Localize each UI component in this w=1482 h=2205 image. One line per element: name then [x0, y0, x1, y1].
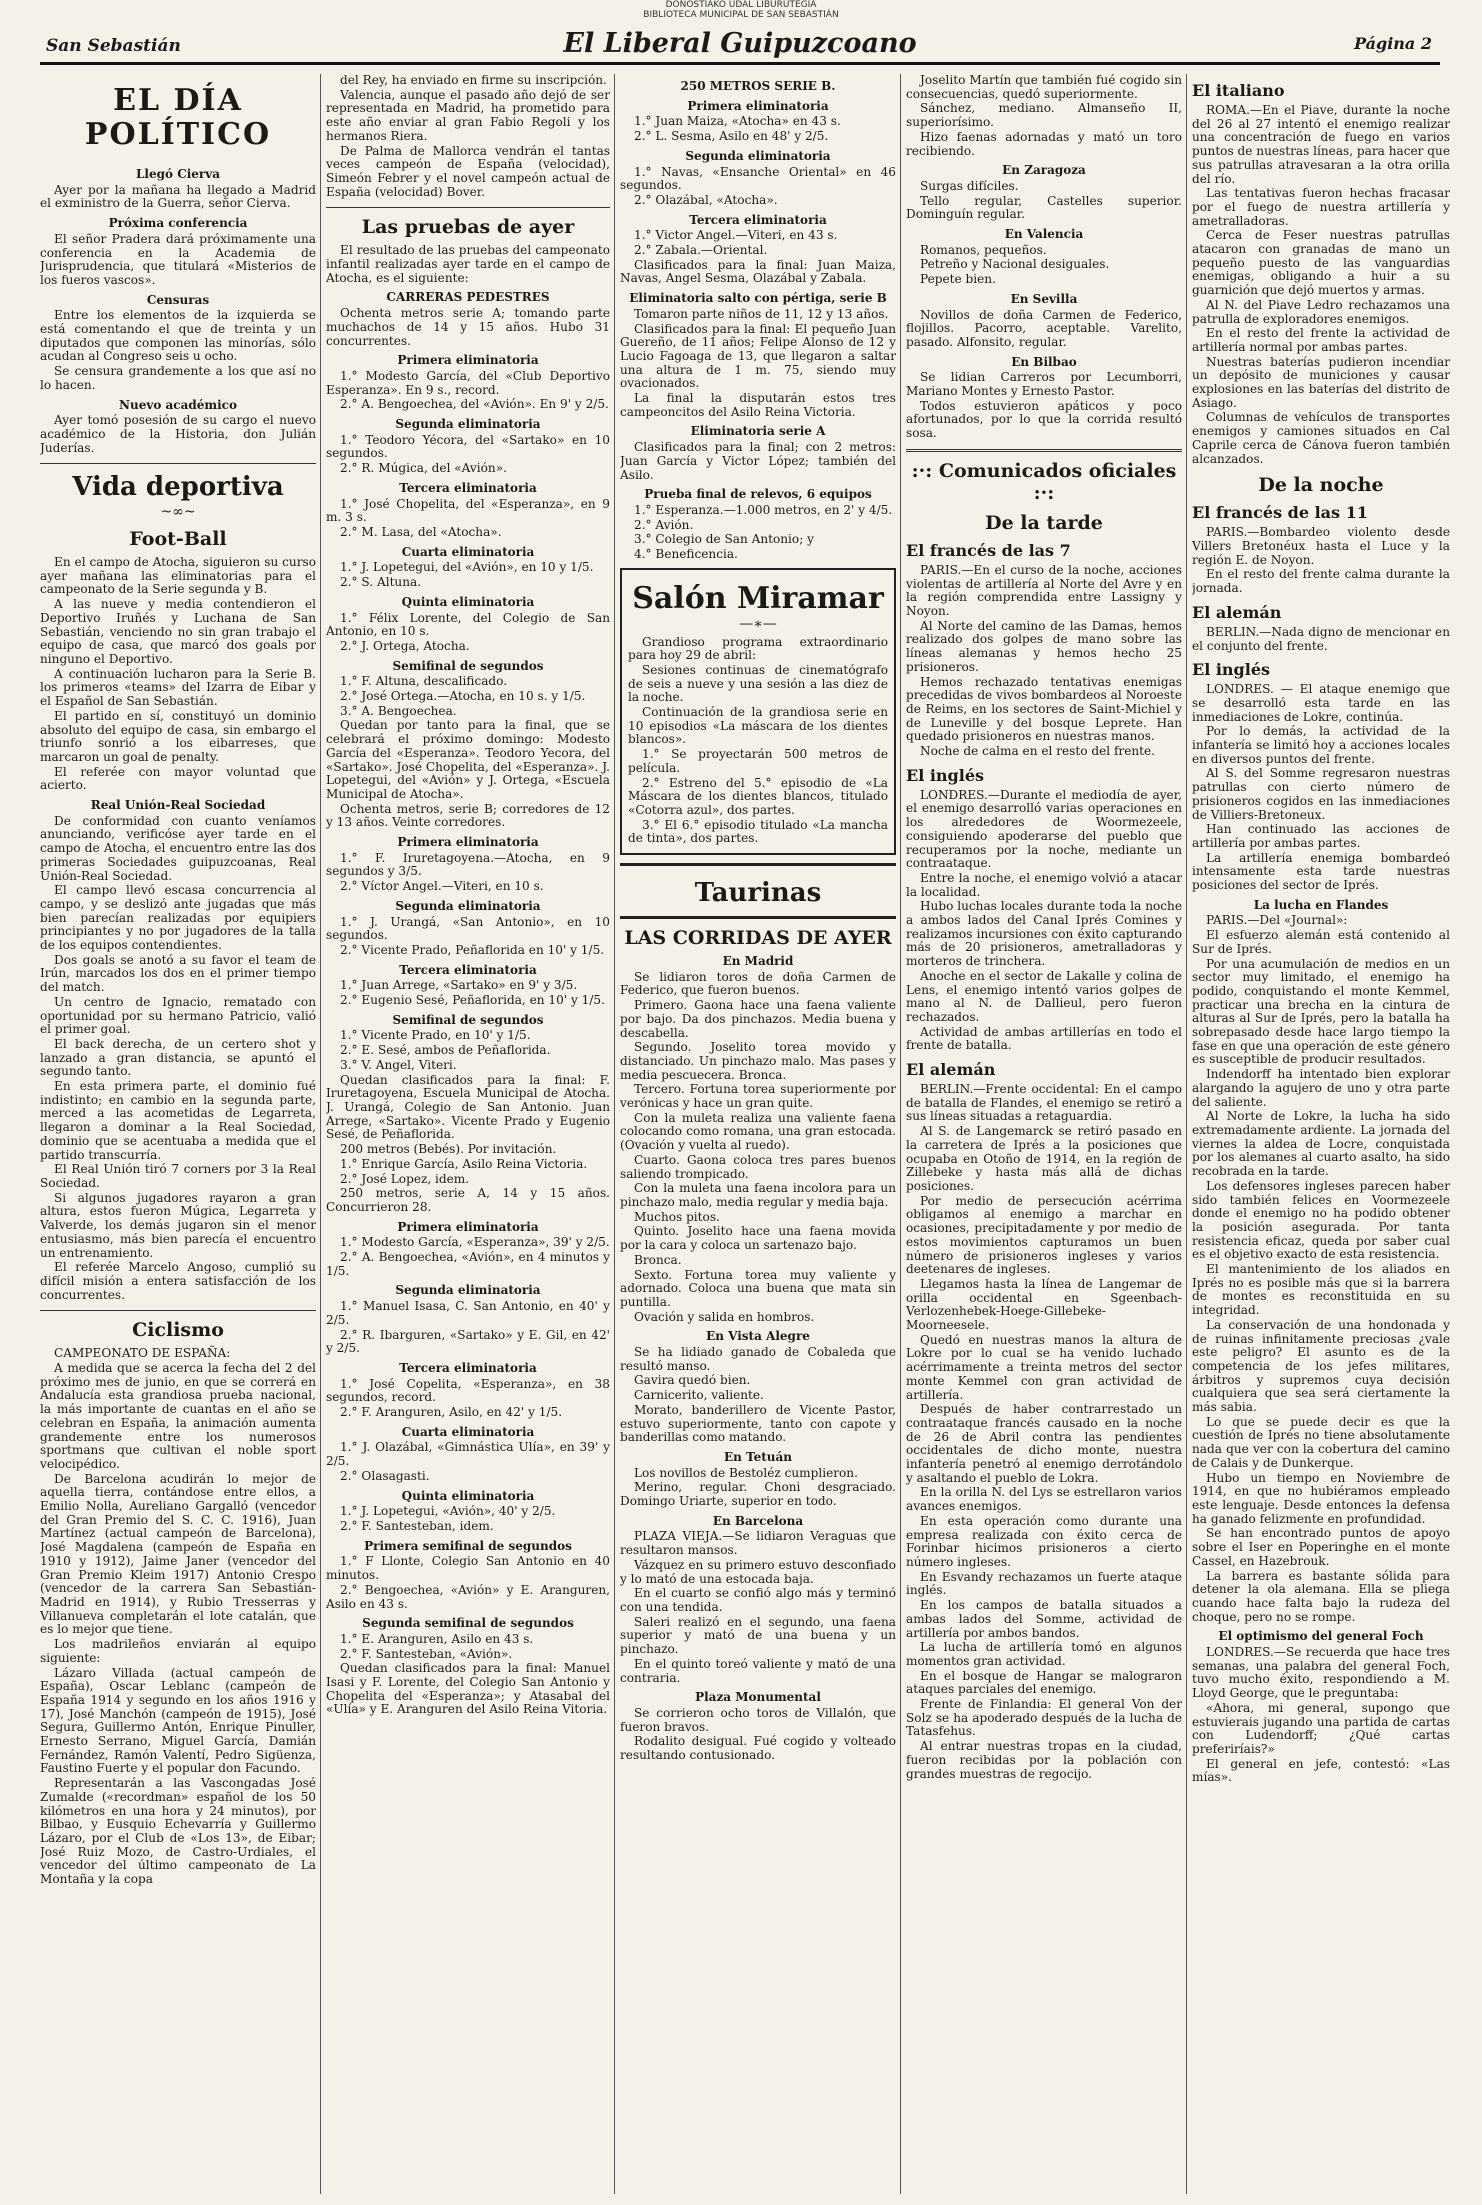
- column-3: [620, 74, 896, 2194]
- paragraph: Ochenta metros, serie B; corredores de 12 y 13 años. Veinte corredores.: [326, 801, 610, 830]
- subheading: La lucha en Flandes: [1253, 897, 1389, 912]
- paragraph: La artillería enemiga bombardeó intensamente esta tarde nuestras posiciones del sector de Iprés.: [1192, 850, 1450, 893]
- paragraph: Indendorff ha intentado bien explorar alargando la agujero de uno y otra parte del saliente.: [1192, 1067, 1450, 1109]
- paragraph: 2.° Zabala.—Oriental.: [634, 243, 768, 258]
- paragraph: Surgas difíciles.: [920, 178, 1019, 193]
- paragraph: 2.° Bengoechea, «Avión» y E. Aranguren, Asilo en 43 s.: [326, 1582, 610, 1611]
- subheading: Semifinal de segundos: [392, 1012, 544, 1027]
- paragraph: Grandioso programa extraordinario para hoy 29 de abril:: [628, 634, 888, 663]
- column-rule: [320, 74, 321, 2194]
- paragraph: El esfuerzo alemán está contenido al Sur de Iprés.: [1192, 928, 1450, 956]
- paragraph: El Real Unión tiró 7 corners por 3 la Real Sociedad.: [40, 1162, 316, 1190]
- dispatch-heading: El italiano: [1192, 81, 1285, 100]
- advertisement-box: [620, 568, 896, 855]
- subheading: En Zaragoza: [1002, 163, 1086, 178]
- paragraph: Saleri realizó en el segundo, una faena superior y mató de una buena y un pinchazo.: [620, 1614, 896, 1657]
- paragraph: Al Norte de Lokre, la lucha ha sido extremadamente ardiente. La jornada del viernes la aldea de Locre, conquistada por los alemanes al cuarto asalto, ha sido recobrada en la tarde.: [1192, 1109, 1450, 1179]
- paragraph: 2.° A. Bengoechea, del «Avión». En 9' y 2/5.: [340, 397, 609, 412]
- paragraph: LONDRES.—Durante el mediodía de ayer, el enemigo desarrolló varias operaciones en los alrededores de Woormezeele, consiguiendo apoderarse del pueblo que recuperamos por la noche, mediante un contraataque.: [906, 787, 1182, 871]
- subheading: El optimismo del general Foch: [1218, 1629, 1424, 1644]
- paragraph: Segundo. Joselito torea movido y distanciado. Un pinchazo malo. Mas pases y media pescuecera. Bronca.: [620, 1040, 896, 1082]
- paragraph: El referée Marcelo Angoso, cumplió su difícil misión a entera satisfacción de los concurrentes.: [40, 1260, 316, 1302]
- paragraph: LONDRES. — El ataque enemigo que se desarrolló esta tarde en las inmediaciones de Lokre, continúa.: [1192, 682, 1450, 724]
- paragraph: Anoche en el sector de Lakalle y colina de Lens, el enemigo intentó varios golpes de mano al N. de Dallieul, pero fueron rechazados.: [906, 968, 1182, 1024]
- paragraph: 1.° F. Iruretagoyena.—Atocha, en 9 segundos y 3/5.: [326, 850, 610, 879]
- paragraph: Rodalito desigual. Fué cogido y volteado resultando contusionado.: [620, 1734, 896, 1763]
- paragraph: Clasificados para la final: Juan Maiza, Navas, Angel Sesma, Olazábal y Zabala.: [620, 257, 896, 286]
- paragraph: Dos goals se anotó a su favor el team de Irún, marcados los dos en el primer tiempo del match.: [40, 952, 316, 995]
- paragraph: Por lo demás, la actividad de la infantería se limitó hoy a acciones locales en diversos puntos del frente.: [1192, 724, 1450, 766]
- subheading: Quinta eliminatoria: [401, 1488, 535, 1503]
- paragraph: 1.° Vicente Prado, en 10' y 1/5.: [340, 1028, 531, 1043]
- paragraph: Los defensores ingleses parecen haber sido también felices en Voormezeele donde el enemigo no ha podido obtener la posición asegurada. Por tanta resistencia eficaz, queda por saber cual es el objetivo exacto de esta resistencia.: [1192, 1178, 1450, 1262]
- subheading: En Sevilla: [1010, 291, 1078, 306]
- paragraph: Entre los elementos de la izquierda se está comentando el que de treinta y un diputados que componen las minorías, sólo acudan al Congreso seis u ocho.: [40, 308, 316, 364]
- paragraph: Todos estuvieron apáticos y poco afortunados, por lo que la corrida resultó sosa.: [906, 398, 1182, 441]
- paragraph: Morato, banderillero de Vicente Pastor, estuvo superiormente, tanto con capote y banderillas como matando.: [620, 1402, 896, 1445]
- paragraph: PARIS.—Del «Journal»:: [1206, 913, 1348, 928]
- paragraph: 1.° Manuel Isasa, C. San Antonio, en 40' y 2/5.: [326, 1299, 610, 1327]
- paragraph: del Rey, ha enviado en firme su inscripción.: [340, 74, 607, 87]
- subheading: Segunda eliminatoria: [395, 417, 541, 432]
- paragraph: De Palma de Mallorca vendrán el tantas veces campeón de España (velocidad), Simeón Febrer y el novel campeón actual de España (velocidad) Bover.: [326, 143, 610, 199]
- paragraph: CAMPEONATO DE ESPAÑA:: [54, 1346, 231, 1361]
- masthead-title: El Liberal Guipuzcoano: [563, 28, 917, 59]
- section-title: Salón Miramar: [632, 580, 884, 616]
- paragraph: Al S. del Somme regresaron nuestras patrullas con cierto número de prisioneros cogidos en las inmediaciones de Villiers-Bretoneux.: [1192, 766, 1450, 822]
- paragraph: 1.° Teodoro Yécora, del «Sartako» en 10 segundos.: [326, 432, 610, 461]
- paragraph: Pepete bien.: [920, 272, 996, 287]
- paragraph: Se ha lidiado ganado de Cobaleda que resultó manso.: [620, 1345, 896, 1373]
- subheading: Primera semifinal de segundos: [364, 1538, 572, 1553]
- paragraph: 2.° Olazábal, «Atocha».: [634, 192, 778, 207]
- paragraph: 2.° Avión.: [634, 517, 694, 532]
- subheading: 250 METROS SERIE B.: [680, 79, 836, 93]
- paragraph: Al Norte del camino de las Damas, hemos realizado dos golpes de mano sobre las líneas alemanas y hemos hecho 25 prisioneros.: [906, 618, 1182, 674]
- paragraph: 1.° Navas, «Ensanche Oriental» en 46 segundos.: [620, 164, 896, 193]
- paragraph: Ochenta metros serie A; tomando parte muchachos de 14 y 15 años. Hubo 31 concurrentes.: [326, 306, 610, 348]
- paragraph: 200 metros (Bebés). Por invitación.: [340, 1142, 557, 1157]
- paragraph: Muchos pitos.: [634, 1209, 720, 1224]
- paragraph: 1.° J. Lopetegui, «Avión», 40' y 2/5.: [340, 1504, 556, 1519]
- paragraph: 2.° J. Ortega, Atocha.: [340, 638, 470, 653]
- paragraph: 2.° S. Altuna.: [340, 575, 422, 590]
- paragraph: Con la muleta realiza una valiente faena colocando como romana, una gran estocada. (Ovación y vuelta al ruedo).: [620, 1110, 896, 1153]
- subheading: En Bilbao: [1011, 354, 1077, 369]
- subheading: Segunda eliminatoria: [685, 148, 831, 163]
- paragraph: Los novillos de Bestoléz cumplieron.: [634, 1465, 858, 1480]
- paragraph: A continuación lucharon para la Serie B. los primeros «teams» del Izarra de Eibar y el Español de San Sebastián.: [40, 666, 316, 709]
- subheading: Primera eliminatoria: [397, 353, 539, 368]
- article-heading: De la noche: [1258, 474, 1384, 497]
- paragraph: Carnicerito, valiente.: [634, 1388, 764, 1403]
- paragraph: Tomaron parte niños de 11, 12 y 13 años.: [634, 306, 889, 321]
- paragraph: 1.° José Chopelita, del «Esperanza», en 9 m. 3 s.: [326, 496, 610, 525]
- paragraph: Joselito Martín que también fué cogido sin consecuencias, quedó superiormente.: [906, 74, 1182, 101]
- paragraph: 2.° F. Aranguren, Asilo, en 42' y 1/5.: [340, 1405, 563, 1420]
- subheading: Primera eliminatoria: [397, 835, 539, 850]
- paragraph: Bronca.: [634, 1252, 682, 1267]
- paragraph: 3.° A. Bengoechea.: [340, 703, 457, 718]
- paragraph: Ayer tomó posesión de su cargo el nuevo académico de la Historia, don Julián Juderías.: [40, 413, 316, 455]
- paragraph: Continuación de la grandiosa serie en 10 episodios «La máscara de los dientes blancos».: [628, 705, 888, 747]
- paragraph: Tello regular, Castelles superior. Dominguín regular.: [906, 193, 1182, 222]
- column-rule: [900, 74, 901, 2194]
- paragraph: LONDRES.—Se recuerda que hace tres semanas, una palabra del general Foch, tuvo mucho éxito, respondiendo a M. Lloyd George, que le preguntaba:: [1192, 1645, 1450, 1701]
- paragraph: Se corrieron ocho toros de Villalón, que fueron bravos.: [620, 1705, 896, 1734]
- paragraph: Por una acumulación de medios en un sector muy limitado, el enemigo ha podido, conquistando el monte Kemmel, practicar una brecha en la cintura de alturas al Sur de Iprés, pero la batalla ha sobrepasado desde hace largo tiempo la fase en que una operación de este género es susceptible de producir resultados.: [1192, 956, 1450, 1067]
- paragraph: Hizo faenas adornadas y mató un toro recibiendo.: [906, 129, 1182, 158]
- paragraph: El resultado de las pruebas del campeonato infantil realizadas ayer tarde en el campo de Atocha, es el siguiente:: [326, 243, 610, 285]
- paragraph: PLAZA VIEJA.—Se lidiaron Veraguas que resultaron mansos.: [620, 1529, 896, 1558]
- paragraph: Al S. de Langemarck se retiró pasado en la carretera de Iprés a la posiciones que ocupaba en Otoño de 1914, en la región de Zillebeke y hasta más allá de dichas posiciones.: [906, 1124, 1182, 1193]
- paragraph: Al entrar nuestras tropas en la ciudad, fueron recibidas por la población con grandes muestras de regocijo.: [906, 1739, 1182, 1781]
- paragraph: La barrera es bastante sólida para detener la ola alemana. Ella se pliega cuando hace falta bajo la rudeza del choque, pero no se rompe.: [1192, 1568, 1450, 1624]
- paragraph: Petreño y Nacional desiguales.: [920, 257, 1110, 272]
- subheading: Nuevo académico: [119, 397, 237, 412]
- paragraph: Sánchez, mediano. Almanseño II, superiorísimo.: [906, 101, 1182, 130]
- paragraph: Quedan por tanto para la final, que se celebrará el próximo domingo: Modesto García del «Esperanza». Teodoro Yecora, del «Sartako». José Chopelita, del «Esperanza». J. Lopetegui, del «Avión» y J. Ortega, «Escuela Municipal de Atocha».: [326, 718, 610, 801]
- paragraph: 2.° José Ortega.—Atocha, en 10 s. y 1/5.: [340, 689, 586, 704]
- paragraph: La final la disputarán estos tres campeoncitos del Asilo Reina Victoria.: [620, 391, 896, 419]
- masthead: [40, 28, 1440, 65]
- subheading: Tercera eliminatoria: [689, 212, 827, 227]
- paragraph: ROMA.—En el Piave, durante la noche del 26 al 27 intentó el enemigo realizar una concentración de fuego en varios puntos de nuestras líneas, para hacer que sus patrullas atravesaran a la otra orilla del río.: [1192, 103, 1450, 186]
- paragraph: Lo que se puede decir es que la cuestión de Iprés no tiene absolutamente nada que ver con la cobertura del camino de Calais y de Dunkerque.: [1192, 1414, 1450, 1470]
- article-heading: Foot-Ball: [129, 528, 227, 551]
- paragraph: Tercero. Fortuna torea superiormente por verónicas y hace un gran quite.: [620, 1082, 896, 1111]
- subheading: Próxima conferencia: [108, 216, 248, 231]
- paragraph: A medida que se acerca la fecha del 2 del próximo mes de junio, en que se correrá en Andalucía esta grandiosa prueba nacional, la más importante de cuantas en el año se celebran en España, la animación aumenta grandemente entre los numerosos sportmans que cultivan el noble sport velocipédico.: [40, 1361, 316, 1471]
- paragraph: 2.° José Lopez, idem.: [340, 1171, 470, 1186]
- column-4: [906, 74, 1182, 2194]
- paragraph: 1.° Esperanza.—1.000 metros, en 2' y 4/5.: [634, 502, 893, 517]
- paragraph: Después de haber contrarrestado un contraataque francés causado en la noche de 26 de Abril contra las pendientes occidentales de dicho monte, nuestra infantería penetró al enemigo derrotándolo y asaltando el pueblo de Lokra.: [906, 1402, 1182, 1485]
- subheading: En Tetuán: [723, 1449, 792, 1464]
- paragraph: 1.° Félix Lorente, del Colegio de San Antonio, en 10 s.: [326, 610, 610, 639]
- subheading: Primera eliminatoria: [397, 1219, 539, 1234]
- subheading: Primera eliminatoria: [687, 98, 829, 113]
- paragraph: Se lidiaron toros de doña Carmen de Federico, que fueron buenos.: [620, 969, 896, 998]
- paragraph: Quinto. Joselito hace una faena movida por la cara y coloca un sartenazo bajo.: [620, 1224, 896, 1253]
- paragraph: Las tentativas fueron hechas fracasar por el fuego de nuestra artillería y ametralladoras.: [1192, 186, 1450, 228]
- dispatch-heading: El francés de las 7: [906, 540, 1071, 560]
- paragraph: Llegamos hasta la línea de Langemar de orilla occidental en Sgeenbach-Verlozenhebek-Hoege-Gillebeke-Moorneesele.: [906, 1276, 1182, 1333]
- paragraph: Cerca de Feser nuestras patrullas atacaron con granadas de mano un pequeño puesto de las vanguardias enemigas, obligando a huir a su guarnición que dejó muertos y armas.: [1192, 228, 1450, 298]
- paragraph: La conservación de una hondonada y de ruinas infinitamente preciosas ¿vale este peligro? El asunto es de la competencia de los jefes militares, árbitros y supremos cuya decisión cualquiera que sea será ciertamente la más sabia.: [1192, 1317, 1450, 1415]
- paragraph: 2.° R. Ibarguren, «Sartako» y E. Gil, en 42' y 2/5.: [326, 1327, 610, 1356]
- paragraph: Frente de Finlandia: El general Von der Solz se ha apoderado después de la lucha de Tatasfehus.: [906, 1697, 1182, 1739]
- paragraph: Ayer por la mañana ha llegado a Madrid el exministro de la Guerra, señor Cierva.: [40, 182, 316, 211]
- paragraph: 4.° Beneficencia.: [634, 547, 738, 562]
- paragraph: 2.° M. Lasa, del «Atocha».: [340, 524, 502, 539]
- paragraph: A las nueve y media contendieron el Deportivo Iruñés y Luchana de San Sebastián, venciendo no sin gran trabajo el equipo de casa, que marcó dos goals por ninguno el Deportivo.: [40, 597, 316, 666]
- paragraph: Ovación y salida en hombros.: [634, 1309, 815, 1324]
- subheading: Tercera eliminatoria: [399, 480, 537, 495]
- section-headline: EL DÍA POLÍTICO: [84, 83, 272, 152]
- paragraph: Valencia, aunque el pasado año dejó de ser representada en Madrid, ha prometido para este año enviar al gran Fabio Regoli y los hermanos Riera.: [326, 87, 610, 143]
- paragraph: El mantenimiento de los aliados en Iprés no es posible más que si la barrera de montes es reconstituida en su integridad.: [1192, 1262, 1450, 1318]
- paragraph: Hemos rechazado tentativas enemigas precedidas de vivos bombardeos al Noroeste de Reims, en los sectores de Saint-Michiel y de Luneville y del bosque Leprete. Han quedado prisioneros en nuestras manos.: [906, 674, 1182, 744]
- paragraph: El señor Pradera dará próximamente una conferencia en la Academia de Jurisprudencia, que titulará «Misterios de los fueros vascos».: [40, 231, 316, 287]
- paragraph: BERLIN.—Nada digno de mencionar en el conjunto del frente.: [1192, 624, 1450, 653]
- dispatch-heading: El alemán: [906, 1060, 996, 1080]
- paragraph: 1.° J. Olazábal, «Gimnástica Ulía», en 39' y 2/5.: [326, 1440, 610, 1469]
- subheading: Segunda eliminatoria: [395, 898, 541, 913]
- paragraph: 2.° Vicente Prado, Peñaflorida en 10' y 1/5.: [340, 942, 605, 957]
- paragraph: Hubo un tiempo en Noviembre de 1914, en que no hubiéramos empleado este lenguaje. Desde entonces la defensa ha ganado felizmente en profundidad.: [1192, 1470, 1450, 1526]
- paragraph: Primero. Gaona hace una faena valiente por bajo. Da dos pinchazos. Media buena y descabella.: [620, 998, 896, 1040]
- ornament: ~∞~: [160, 504, 196, 521]
- paragraph: Romanos, pequeños.: [920, 242, 1047, 257]
- paragraph: 3.° Colegio de San Antonio; y: [634, 532, 814, 547]
- paragraph: En el bosque de Hangar se malograron ataques parciales del enemigo.: [906, 1668, 1182, 1697]
- paragraph: Sesiones continuas de cinematógrafo de seis a nueve y una sesión a las diez de la noche.: [628, 662, 888, 705]
- article-heading: Las pruebas de ayer: [361, 216, 575, 239]
- dispatch-heading: El francés de las 11: [1192, 503, 1368, 523]
- paragraph: 1.° J. Urangá, «San Antonio», en 10 segundos.: [326, 914, 610, 943]
- subheading: Censuras: [146, 292, 210, 307]
- paragraph: Quedó en nuestras manos la altura de Lokre por lo cual se ha venido luchado acérrimamente a treinta metros del sector monte Kemmel con gran actividad de artillería.: [906, 1332, 1182, 1402]
- divider: [906, 449, 1182, 452]
- paragraph: De conformidad con cuanto veníamos anunciando, verificóse ayer tarde en el campo de Atocha, el encuentro entre las dos primeras Sociedades guipuzcoanas, Real Unión-Real Sociedad.: [40, 813, 316, 883]
- paragraph: Gavira quedó bien.: [634, 1373, 751, 1388]
- dispatch-heading: El alemán: [1192, 602, 1282, 622]
- subheading: Segunda semifinal de segundos: [362, 1616, 574, 1631]
- subheading: Prueba final de relevos, 6 equipos: [644, 487, 872, 502]
- paragraph: 2.° F. Santesteban, «Avión».: [340, 1646, 513, 1661]
- paragraph: Quedan clasificados para la final: Manuel Isasi y F. Lorente, del Colegio San Antonio y Chopelita del «Esperanza»; y Atasabal del «Ulía» y E. Aranguren del Asilo Reina Vitoria.: [326, 1661, 610, 1717]
- paragraph: Quedan clasificados para la final: F. Iruretagoyena, Escuela Municipal de Atocha. J. Urangá, Colegio de San Antonio. Juan Arrege, «Sartako». Vicente Prado y Eugenio Sesé, de Peñaflorida.: [326, 1072, 610, 1142]
- subheading: Tercera eliminatoria: [399, 1360, 537, 1375]
- paragraph: 1.° Enrique García, Asilo Reina Victoria.: [340, 1156, 588, 1171]
- column-1: [40, 74, 316, 2194]
- paragraph: Con la muleta una faena incolora para un pinchazo malo, media regular y media baja.: [620, 1181, 896, 1209]
- subheading: Plaza Monumental: [695, 1690, 821, 1705]
- subheading: CARRERAS PEDESTRES: [386, 290, 550, 305]
- paragraph: PARIS.—En el curso de la noche, acciones violentas de artillería al Norte del Avre y en la región comprendida entre Lassigny y Noyon.: [906, 562, 1182, 618]
- subheading: Eliminatoria serie A: [690, 424, 826, 439]
- article-heading: Ciclismo: [132, 1319, 224, 1342]
- paragraph: En esta operación como durante una empresa realizada con éxito cerca de Forinbar hicimos prisioneros a cierto número ingleses.: [906, 1513, 1182, 1569]
- paragraph: 1.° Modesto García, «Esperanza», 39' y 2/5.: [340, 1235, 610, 1250]
- paragraph: Lázaro Villada (actual campeón de España), Oscar Leblanc (campeón de España 1914 y segundo en los años 1916 y 17), José Manchón (campeón de 1915), José Segura, Guillermo Antón, Enrique Pinuller, Ernesto Serrano, Miguel García, Damián Fernández, Ramón Valentí, Pedro Sigüenza, Faustino Fuerte y el popular don Facundo.: [40, 1665, 316, 1776]
- paragraph: Vázquez en su primero estuvo desconfiado y lo mató de una estocada baja.: [620, 1557, 896, 1586]
- paragraph: En los campos de batalla situados a ambas lados del Somme, actividad de artillería por ambos bandos.: [906, 1598, 1182, 1640]
- paragraph: 3.° El 6.° episodio titulado «La mancha de tinta», dos partes.: [628, 817, 888, 846]
- paragraph: 1.° Modesto García, del «Club Deportivo Esperanza». En 9 s., record.: [326, 368, 610, 397]
- column-2: [326, 74, 610, 2194]
- subheading: Semifinal de segundos: [392, 658, 544, 673]
- paragraph: Hubo luchas locales durante toda la noche a ambos lados del Canal Iprés Comines y realizamos incursiones con éxito capturando más de 20 prisioneros, ametralladoras y morteros de trinchera.: [906, 899, 1182, 969]
- paragraph: Entre la noche, el enemigo volvió a atacar la localidad.: [906, 870, 1182, 899]
- paragraph: 1.° José Copelita, «Esperanza», en 38 segundos, record.: [326, 1376, 610, 1405]
- paragraph: Actividad de ambas artillerías en todo el frente de batalla.: [906, 1024, 1182, 1053]
- paragraph: 2.° A. Bengoechea, «Avión», en 4 minutos y 1/5.: [326, 1250, 610, 1278]
- section-title: Taurinas: [694, 878, 822, 909]
- dispatch-heading: El inglés: [906, 765, 985, 785]
- paragraph: PARIS.—Bombardeo violento desde Villers Bretonéux hasta el Luce y la región E. de Noyon.: [1192, 525, 1450, 567]
- paragraph: El campo llevó escasa concurrencia al campo, y se deslizó ante jugadas que más bien parecían realizadas por equipiers principiantes y no por jugadores de la talla de los equipos contendientes.: [40, 883, 316, 953]
- paragraph: Clasificados para la final; con 2 metros: Juan García y Victor López; también del Asilo.: [620, 440, 896, 482]
- subheading: Quinta eliminatoria: [401, 594, 535, 609]
- paragraph: Cuarto. Gaona coloca tres pares buenos saliendo trompicado.: [620, 1152, 896, 1181]
- subheading: En Madrid: [722, 954, 794, 969]
- paragraph: Un centro de Ignacio, rematado con oportunidad por su hermano Patricio, valió el primer goal.: [40, 994, 316, 1037]
- article-heading: De la tarde: [985, 511, 1103, 534]
- paragraph: Los madrileños enviarán al equipo siguiente:: [40, 1637, 316, 1665]
- paragraph: Al N. del Piave Ledro rechazamos una patrulla de exploradores enemigos.: [1192, 297, 1450, 326]
- paragraph: Han continuado las acciones de artillería por ambas partes.: [1192, 822, 1450, 850]
- paragraph: 1.° E. Aranguren, Asilo en 43 s.: [340, 1631, 534, 1646]
- section-title: Vida deportiva: [72, 472, 284, 503]
- masthead-city: San Sebastián: [46, 36, 181, 56]
- subheading: Segunda eliminatoria: [395, 1283, 541, 1298]
- paragraph: Noche de calma en el resto del frente.: [920, 744, 1156, 759]
- paragraph: 1.° Juan Arrege, «Sartako» en 9' y 3/5.: [340, 978, 578, 993]
- paragraph: En esta primera parte, el dominio fué indistinto; en cambio en la segunda parte, merced a las acometidas de Legarreta, llegaron a dominar a la Real Sociedad, dominio que se acentuaba a medida que el partido transcurría.: [40, 1079, 316, 1162]
- subheading: Cuarta eliminatoria: [401, 1424, 535, 1439]
- paragraph: Se censura grandemente a los que así no lo hacen.: [40, 364, 316, 392]
- article-heading: :·: Comunicados oficiales :·:: [911, 459, 1177, 504]
- divider: [326, 207, 610, 208]
- paragraph: En el cuarto se confió algo más y terminó con una tendida.: [620, 1586, 896, 1614]
- paragraph: En el campo de Atocha, siguieron su curso ayer mañana las eliminatorias para el campeonato de la Serie segunda y B.: [40, 555, 316, 597]
- dispatch-heading: El inglés: [1192, 660, 1271, 680]
- paragraph: El back derecha, de un certero shot y lanzado a gran distancia, se apuntó el segundo tanto.: [40, 1036, 316, 1079]
- paragraph: La lucha de artillería tomó en algunos momentos gran actividad.: [906, 1640, 1182, 1668]
- paragraph: Por medio de persecución acérrima obligamos al enemigo a marchar en ocasiones, precipitadamente y por medio de estos movimientos capturamos un buen número de prisioneros ingleses y varios deetenares de ingleses.: [906, 1193, 1182, 1277]
- paragraph: Representarán a las Vascongadas José Zumalde («recordman» español de los 50 kilómetros en una hora y 24 minutos), por Bilbao, y Eusquio Echevarría y Guillermo Lázaro, por el Club de «Los 13», de Eibar; José Ruiz Mozo, de Castro-Urdiales, el vencedor del último campeonato de La Montaña y la copa: [40, 1776, 316, 1887]
- divider: [40, 1310, 316, 1311]
- paragraph: En Esvandy rechazamos un fuerte ataque inglés.: [906, 1569, 1182, 1598]
- paragraph: 2.° Estreno del 5.° episodio de «La Máscara de los dientes blancos, titulado «Cotorra azul», dos partes.: [628, 775, 888, 817]
- paragraph: El referée con mayor voluntad que acierto.: [40, 764, 316, 793]
- column-5: [1192, 74, 1450, 2194]
- subheading: Tercera eliminatoria: [399, 962, 537, 977]
- paragraph: Novillos de doña Carmen de Federico, flojillos. Pacorro, aceptable. Varelito, pasado. Alfonsito, regular.: [906, 307, 1182, 349]
- paragraph: De Barcelona acudirán lo mejor de aquella tierra, contándose entre ellos, a Emilio Nolla, Aureliano Gargalló (vencedor del Gran Premio del S. C. C. 1916), Juan Martínez (actual campeón de Barcelona), José Magdalena (campeón de España en 1910 y 1912), Jaime Janer (vencedor del Gran Premio Kleim 1917) Antonio Crespo (vencedor de la carrera San Sebastián-Madrid en 1914), y Rubio Tresserras y Villanueva completarán el lote catalán, que es lo mejor que tiene.: [40, 1471, 316, 1637]
- divider: [40, 463, 316, 464]
- paragraph: «Ahora, mi general, supongo que estuvierais jugando una partida de cartas con Ludendorff; ¿Qué cartas preferiríais?»: [1192, 1700, 1450, 1756]
- paragraph: 2.° L. Sesma, Asilo en 48' y 2/5.: [634, 129, 829, 144]
- subheading: En Valencia: [1004, 227, 1084, 242]
- paragraph: 250 metros, serie A, 14 y 15 años. Concurrieron 28.: [326, 1186, 610, 1214]
- paragraph: BERLIN.—Frente occidental: En el campo de batalla de Flandes, el enemigo se retiró a sus líneas situadas a retaguardia.: [906, 1082, 1182, 1124]
- paragraph: 1.° F Llonte, Colegio San Antonio en 40 minutos.: [326, 1554, 610, 1583]
- column-rule: [614, 74, 615, 2194]
- paragraph: 2.° R. Múgica, del «Avión».: [340, 461, 507, 476]
- paragraph: En el resto del frente calma durante la jornada.: [1192, 567, 1450, 596]
- library-stamp: DONOSTIAKO UDAL LIBURUTEGIA BIBLIOTECA MUNICIPAL DE SAN SEBASTIÁN: [643, 0, 839, 20]
- paragraph: Se lidian Carreros por Lecumborri, Mariano Montes y Ernesto Pastor.: [906, 370, 1182, 399]
- paragraph: 1.° Juan Maiza, «Atocha» en 43 s.: [634, 114, 841, 129]
- subheading: Llegó Cierva: [135, 167, 221, 181]
- paragraph: 2.° Víctor Angel.—Viteri, en 10 s.: [340, 879, 544, 894]
- subheading: Eliminatoria salto con pértiga, serie B: [629, 291, 887, 306]
- paragraph: 2.° F. Santesteban, idem.: [340, 1518, 494, 1533]
- paragraph: Si algunos jugadores rayaron a gran altura, estos fueron Múgica, Legarreta y Valverde, los demás jugaron sin el menor entusiasmo, más bien parecía el encuentro un entrenamiento.: [40, 1190, 316, 1260]
- paragraph: 2.° E. Sesé, ambos de Peñaflorida.: [340, 1043, 551, 1058]
- paragraph: El general en jefe, contestó: «Las mías».: [1192, 1756, 1450, 1785]
- paragraph: Merino, regular. Choni desgraciado. Domingo Uriarte, superior en todo.: [620, 1480, 896, 1509]
- paragraph: Sexto. Fortuna torea muy valiente y adornado. Coloca una buena que mata sin puntilla.: [620, 1267, 896, 1309]
- column-rule: [1186, 74, 1187, 2194]
- subheading: Cuarta eliminatoria: [401, 544, 535, 559]
- paragraph: Nuestras baterías pudieron incendiar un depósito de municiones y causar explosiones en las baterías del distrito de Asiago.: [1192, 354, 1450, 410]
- paragraph: El partido en sí, constituyó un dominio absoluto del equipo de casa, sin embargo el triunfo sonrió a los eibarreses, que marcaron un goal de penalty.: [40, 708, 316, 764]
- paragraph: 1.° J. Lopetegui, del «Avión», en 10 y 1/5.: [340, 560, 594, 575]
- subheading: En Barcelona: [712, 1513, 804, 1528]
- paragraph: 1.° Victor Angel.—Viteri, en 43 s.: [634, 228, 838, 243]
- paragraph: 1.° F. Altuna, descalificado.: [340, 674, 508, 689]
- ornament: —∗—: [739, 615, 777, 632]
- paragraph: En el quinto toreó valiente y mató de una contraria.: [620, 1656, 896, 1685]
- paragraph: 3.° V. Angel, Viteri.: [340, 1057, 457, 1072]
- article-heading: LAS CORRIDAS DE AYER: [624, 927, 892, 950]
- paragraph: En el resto del frente la actividad de artillería normal por ambas partes.: [1192, 326, 1450, 354]
- paragraph: Columnas de vehículos de transportes enemigos y camiones situados en Cal Caprile cerca de Cánova fueron también alcanzados.: [1192, 410, 1450, 466]
- paragraph: 1.° Se proyectarán 500 metros de película.: [628, 747, 888, 775]
- paragraph: Se han encontrado puntos de apoyo sobre el Iser en Poperinghe en el monte Cassel, en Hazebrouk.: [1192, 1526, 1450, 1568]
- paragraph: 2.° Olasagasti.: [340, 1468, 430, 1483]
- paragraph: En la orilla N. del Lys se estrellaron varios avances enemigos.: [906, 1485, 1182, 1514]
- subheading: Real Unión-Real Sociedad: [90, 798, 266, 813]
- section-banner: [620, 863, 896, 919]
- paragraph: 2.° Eugenio Sesé, Peñaflorida, en 10' y 1/5.: [340, 993, 605, 1008]
- paragraph: Clasificados para la final: El pequeño Juan Guereño, de 11 años; Felipe Alonso de 12 y Lucio Fagoaga de 13, que llegaron a saltar una altura de 1 m. 75, siendo muy ovacionados.: [620, 321, 896, 391]
- subheading: En Vista Alegre: [706, 1329, 810, 1344]
- masthead-page: Página 2: [1354, 34, 1432, 53]
